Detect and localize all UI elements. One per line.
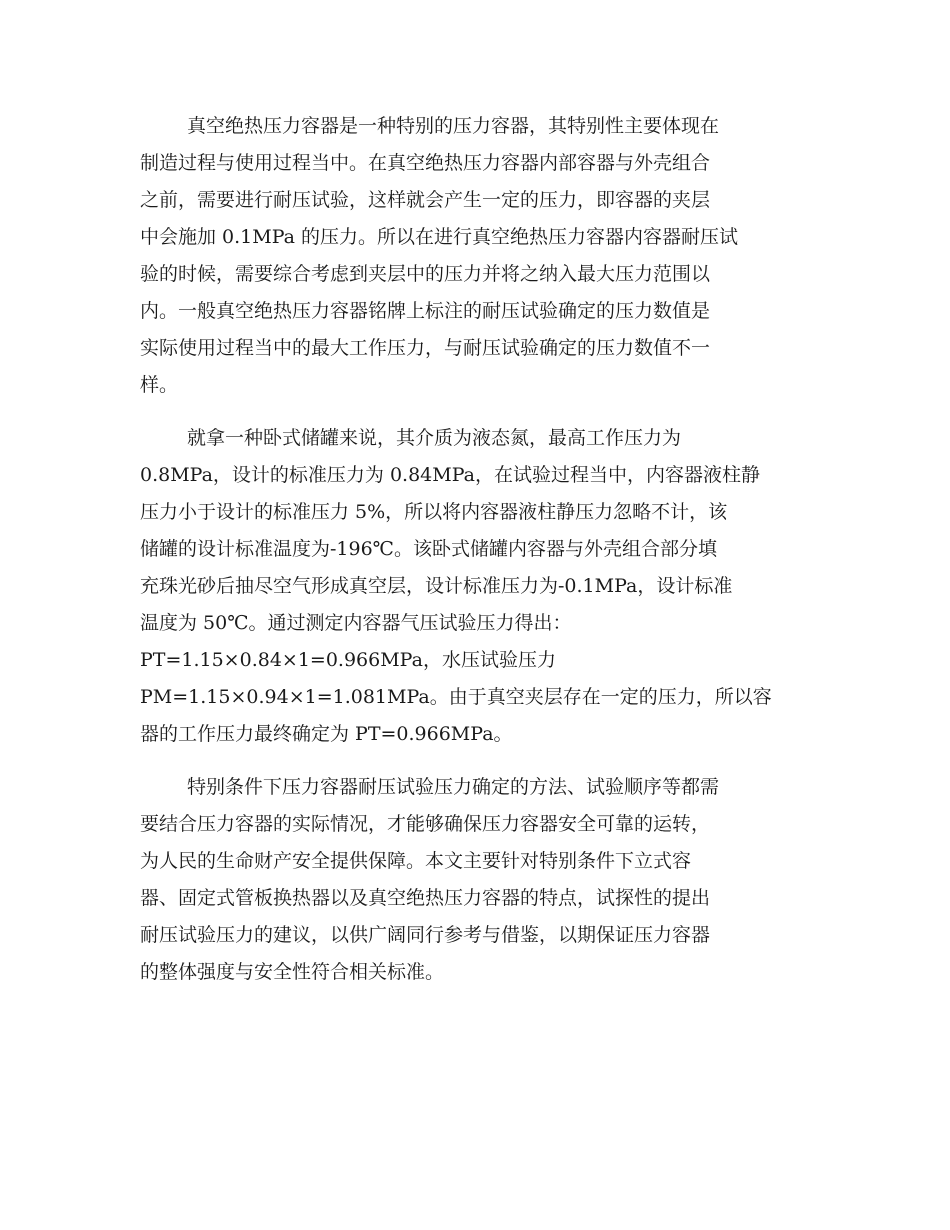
text-line: 之前，需要进行耐压试验，这样就会产生一定的压力，即容器的夹层 xyxy=(140,189,711,211)
text-line: 特别条件下压力容器耐压试验压力确定的方法、试验顺序等都需 xyxy=(187,776,720,798)
text-line: 储罐的设计标准温度为-196℃。该卧式储罐内容器与外壳组合部分填 xyxy=(140,538,717,560)
text-line: 真空绝热压力容器是一种特别的压力容器，其特别性主要体现在 xyxy=(187,115,720,137)
text-line: 温度为 50℃。通过测定内容器气压试验压力得出： xyxy=(140,612,572,634)
text-line: 要结合压力容器的实际情况，才能够确保压力容器安全可靠的运转， xyxy=(140,813,711,835)
text-line: 充珠光砂后抽尽空气形成真空层，设计标准压力为-0.1MPa，设计标准 xyxy=(140,575,733,597)
text-line: 的整体强度与安全性符合相关标准。 xyxy=(140,961,445,983)
text-line: 为人民的生命财产安全提供保障。本文主要针对特别条件下立式容 xyxy=(140,850,692,872)
text-line: PT=1.15×0.84×1=0.966MPa，水压试验压力 xyxy=(140,649,556,671)
text-line: 器的工作压力最终确定为 PT=0.966MPa。 xyxy=(140,723,513,745)
text-line: 器、固定式管板换热器以及真空绝热压力容器的特点，试探性的提出 xyxy=(140,887,711,909)
text-line: PM=1.15×0.94×1=1.081MPa。由于真空夹层存在一定的压力，所以容 xyxy=(140,686,772,708)
text-line: 0.8MPa，设计的标准压力为 0.84MPa，在试验过程当中，内容器液柱静 xyxy=(140,464,760,486)
text-line: 样。 xyxy=(140,374,179,396)
text-line: 验的时候，需要综合考虑到夹层中的压力并将之纳入最大压力范围以 xyxy=(140,263,711,285)
text-line: 压力小于设计的标准压力 5%，所以将内容器液柱静压力忽略不计，该 xyxy=(140,501,728,523)
text-line: 实际使用过程当中的最大工作压力，与耐压试验确定的压力数值不一 xyxy=(140,337,711,359)
text-line: 中会施加 0.1MPa 的压力。所以在进行真空绝热压力容器内容器耐压试 xyxy=(140,226,739,248)
text-line: 内。一般真空绝热压力容器铭牌上标注的耐压试验确定的压力数值是 xyxy=(140,300,711,322)
text-line: 就拿一种卧式储罐来说，其介质为液态氮，最高工作压力为 xyxy=(187,427,682,449)
text-line: 制造过程与使用过程当中。在真空绝热压力容器内部容器与外壳组合 xyxy=(140,152,711,174)
text-line: 耐压试验压力的建议，以供广阔同行参考与借鉴，以期保证压力容器 xyxy=(140,924,711,946)
